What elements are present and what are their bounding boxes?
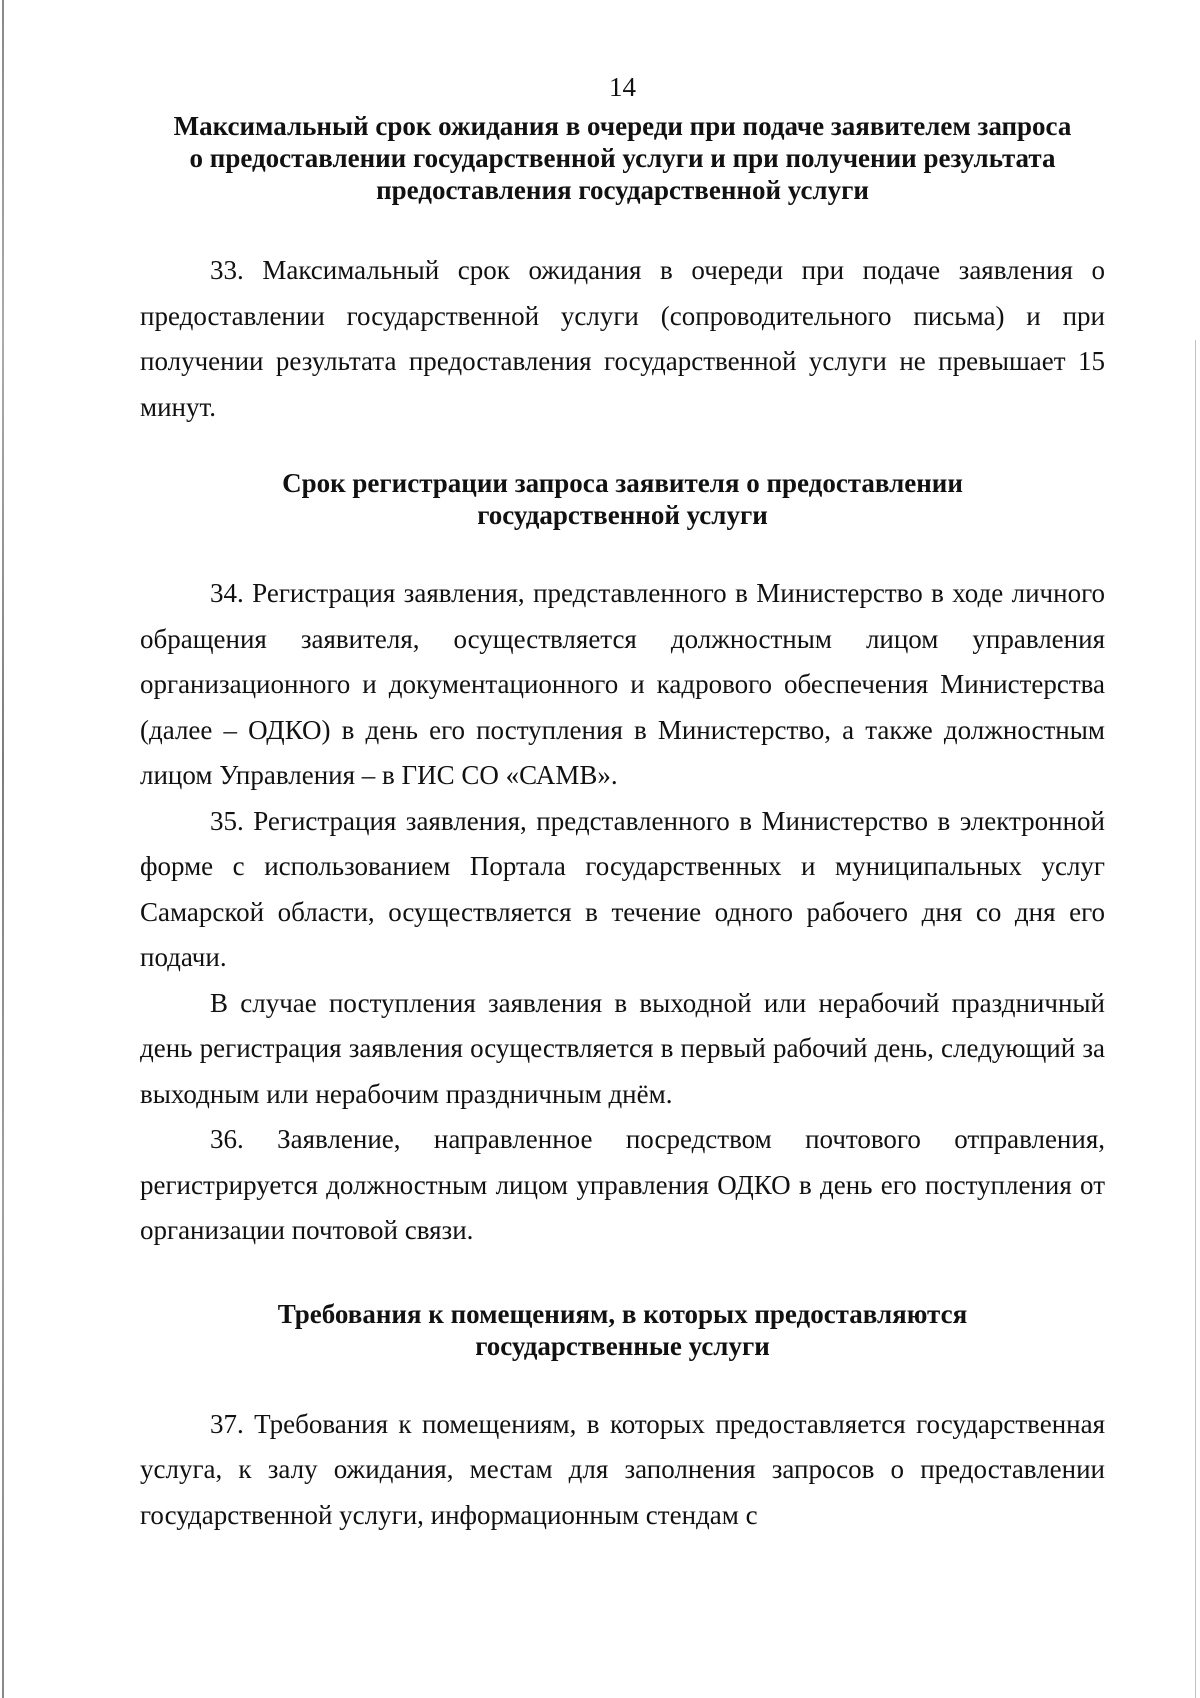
- heading-line: о предоставлении государственной услуги и при получении результата: [189, 143, 1056, 173]
- section-heading-registration-term: [140, 467, 1105, 531]
- section-heading-queue-wait: [140, 110, 1105, 206]
- scan-edge-right: [1195, 340, 1196, 1698]
- heading-line: Максимальный срок ожидания в очереди при подаче заявителем запроса: [173, 111, 1072, 141]
- paragraph-34: 34. Регистрация заявления, представленного в Министерство в ходе личного обращения заявителя, осуществляется должностным лицом управления организационного и документационного и кадрового обеспечения Министерства (далее – ОДКО) в день его поступления в Министерство, а также должностным лицом Управления – в ГИС СО «САМВ».: [140, 578, 1105, 790]
- page-number: 14: [609, 72, 636, 102]
- paragraph-36: 36. Заявление, направленное посредством почтового отправления, регистрируется должностным лицом управления ОДКО в день его поступления от организации почтовой связи.: [140, 1124, 1105, 1245]
- heading-line: государственные услуги: [475, 1330, 770, 1361]
- heading-line: предоставления государственной услуги: [376, 175, 869, 205]
- section-heading-premises-requirements: [140, 1298, 1105, 1362]
- heading-line: государственной услуги: [477, 500, 768, 530]
- paragraph-35-holiday: В случае поступления заявления в выходной или нерабочий праздничный день регистрация заявления осуществляется в первый рабочий день, следующий за выходным или нерабочим праздничным днём.: [140, 987, 1105, 1109]
- heading-line: Срок регистрации запроса заявителя о предоставлении: [282, 468, 963, 498]
- paragraph-37: 37. Требования к помещениям, в которых предоставляется государственная услуга, к залу ожидания, местам для заполнения запросов о предоставлении государственной услуги, информационным стендам с: [140, 1408, 1105, 1530]
- paragraph-35: 35. Регистрация заявления, представленного в Министерство в электронной форме с использованием Портала государственных и муниципальных услуг Самарской области, осуществляется в течение одного рабочего дня со дня его подачи.: [140, 805, 1105, 972]
- document-page: [140, 70, 1105, 1538]
- paragraph-33: 33. Максимальный срок ожидания в очереди при подаче заявления о предоставлении государственной услуги (сопроводительного письма) и при получении результата предоставления государственной услуги не превышает 15 минут.: [140, 255, 1105, 422]
- heading-line: Требования к помещениям, в которых предоставляются: [277, 1298, 968, 1329]
- scan-edge-left: [2, 0, 4, 1698]
